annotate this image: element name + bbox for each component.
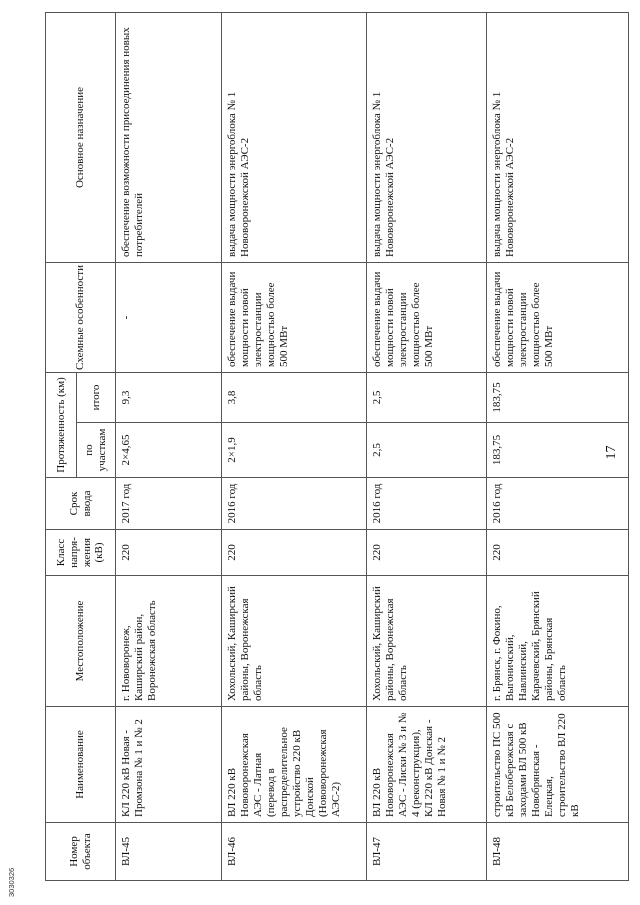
cell-voltage-class: 220 bbox=[116, 530, 222, 576]
cell-object-number: ВЛ-46 bbox=[222, 823, 367, 881]
cell-commissioning-term: 2016 год bbox=[222, 478, 367, 530]
page-number: 17 bbox=[604, 445, 619, 460]
cell-scheme-features: обеспечение выдачи мощности новой электростанции мощностью более 500 МВт bbox=[487, 263, 629, 373]
cell-length-total: 183,75 bbox=[487, 373, 629, 423]
cell-scheme-features: обеспечение выдачи мощности новой электростанции мощностью более 500 МВт bbox=[367, 263, 487, 373]
table-row bbox=[222, 13, 367, 881]
cell-voltage-class: 220 bbox=[487, 530, 629, 576]
cell-main-purpose: выдача мощности энергоблока № 1 Нововоронежской АЭС-2 bbox=[222, 13, 367, 263]
cell-object-number: ВЛ-45 bbox=[116, 823, 222, 881]
cell-scheme-features: обеспечение выдачи мощности новой электростанции мощностью более 500 МВт bbox=[222, 263, 367, 373]
cell-name: ВЛ 220 кВ Нововоронежская АЭС - Латная (перевод в распределительное устройство 220 кВ Донской (Нововоронежская АЭС-2) bbox=[222, 707, 367, 823]
cell-location: г. Нововоронеж, Каширский район, Воронежская область bbox=[116, 576, 222, 707]
cell-voltage-class: 220 bbox=[222, 530, 367, 576]
header-length-total: итого bbox=[77, 373, 116, 423]
cell-main-purpose: выдача мощности энергоблока № 1 Нововоронежской АЭС-2 bbox=[487, 13, 629, 263]
header-voltage-class: Класс напря-жения (кВ) bbox=[46, 530, 116, 576]
cell-main-purpose: выдача мощности энергоблока № 1 Нововоронежской АЭС-2 bbox=[367, 13, 487, 263]
header-length-group: Протяженность (км) bbox=[46, 373, 77, 478]
cell-scheme-features: - bbox=[116, 263, 222, 373]
header-scheme-features: Схемные особенности bbox=[46, 263, 116, 373]
cell-commissioning-term: 2017 год bbox=[116, 478, 222, 530]
document-code: 3030326 bbox=[7, 867, 16, 897]
header-name: Наименование bbox=[46, 707, 116, 823]
table-row bbox=[116, 13, 222, 881]
cell-location: Хохольский, Каширский районы, Воронежская область bbox=[222, 576, 367, 707]
cell-location: г. Брянск, г. Фокино, Выгоничский, Навлинский, Карачевский, Брянский районы, Брянская область bbox=[487, 576, 629, 707]
cell-length-total: 3,8 bbox=[222, 373, 367, 423]
cell-length-sections: 2×4,65 bbox=[116, 423, 222, 478]
cell-length-total: 9,3 bbox=[116, 373, 222, 423]
cell-object-number: ВЛ-47 bbox=[367, 823, 487, 881]
cell-name: ВЛ 220 кВ Нововоронежская АЭС - Лиски № 3 и № 4 (реконструкция), КЛ 220 кВ Донская - Новая № 1 и № 2 bbox=[367, 707, 487, 823]
header-length-sections: по участкам bbox=[77, 423, 116, 478]
cell-length-sections: 2,5 bbox=[367, 423, 487, 478]
header-commissioning-term: Срок ввода bbox=[46, 478, 116, 530]
cell-main-purpose: обеспечение возможности присоединения новых потребителей bbox=[116, 13, 222, 263]
cell-length-sections: 183,75 bbox=[487, 423, 629, 478]
cell-commissioning-term: 2016 год bbox=[367, 478, 487, 530]
table-row bbox=[367, 13, 487, 881]
power-lines-table bbox=[45, 12, 629, 881]
cell-commissioning-term: 2016 год bbox=[487, 478, 629, 530]
header-object-number: Номер объекта bbox=[46, 823, 116, 881]
cell-name: КЛ 220 кВ Новая - Промзона № 1 и № 2 bbox=[116, 707, 222, 823]
header-main-purpose: Основное назначение bbox=[46, 13, 116, 263]
cell-voltage-class: 220 bbox=[367, 530, 487, 576]
cell-name: строительство ПС 500 кВ Белобережская с заходами ВЛ 500 кВ Новобрянская - Елецкая, строительство ВЛ 220 кВ bbox=[487, 707, 629, 823]
cell-location: Хохольский, Каширский районы, Воронежская область bbox=[367, 576, 487, 707]
cell-object-number: ВЛ-48 bbox=[487, 823, 629, 881]
cell-length-total: 2,5 bbox=[367, 373, 487, 423]
header-location: Местоположение bbox=[46, 576, 116, 707]
cell-length-sections: 2×1,9 bbox=[222, 423, 367, 478]
